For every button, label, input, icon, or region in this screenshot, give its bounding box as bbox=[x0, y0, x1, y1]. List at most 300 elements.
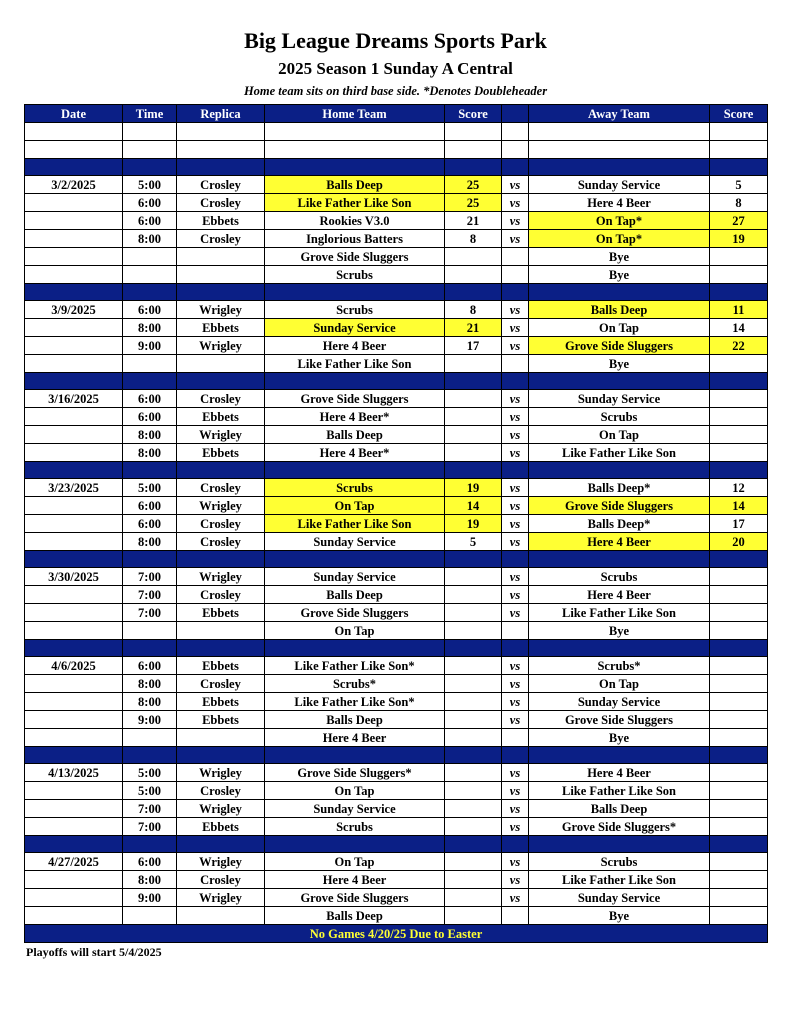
game-time bbox=[123, 248, 177, 266]
away-score bbox=[710, 818, 768, 836]
home-score bbox=[445, 675, 502, 693]
game-row bbox=[25, 711, 768, 729]
game-date bbox=[25, 782, 123, 800]
home-score bbox=[445, 408, 502, 426]
game-time: 6:00 bbox=[123, 497, 177, 515]
easter-notice: No Games 4/20/25 Due to Easter bbox=[25, 925, 768, 943]
away-team: Here 4 Beer bbox=[529, 194, 710, 212]
game-replica: Wrigley bbox=[177, 889, 265, 907]
game-row bbox=[25, 176, 768, 194]
separator-cell bbox=[123, 284, 177, 301]
game-replica: Crosley bbox=[177, 586, 265, 604]
home-score bbox=[445, 907, 502, 925]
separator-cell bbox=[25, 373, 123, 390]
vs-label: vs bbox=[502, 319, 529, 337]
away-team: Balls Deep* bbox=[529, 515, 710, 533]
separator-cell bbox=[265, 462, 445, 479]
vs-label bbox=[502, 729, 529, 747]
game-date: 3/9/2025 bbox=[25, 301, 123, 319]
separator-cell bbox=[529, 747, 710, 764]
away-score bbox=[710, 871, 768, 889]
separator-cell bbox=[710, 551, 768, 568]
home-team: Scrubs* bbox=[265, 675, 445, 693]
game-time: 8:00 bbox=[123, 230, 177, 248]
game-replica: Crosley bbox=[177, 390, 265, 408]
game-time bbox=[123, 907, 177, 925]
away-score bbox=[710, 622, 768, 640]
week-separator bbox=[25, 159, 768, 176]
away-score bbox=[710, 889, 768, 907]
game-replica: Ebbets bbox=[177, 818, 265, 836]
game-row bbox=[25, 657, 768, 675]
game-time: 6:00 bbox=[123, 194, 177, 212]
home-team: Like Father Like Son* bbox=[265, 657, 445, 675]
separator-cell bbox=[25, 284, 123, 301]
vs-label: vs bbox=[502, 871, 529, 889]
home-score bbox=[445, 568, 502, 586]
game-time: 5:00 bbox=[123, 176, 177, 194]
separator-cell bbox=[25, 836, 123, 853]
away-team: Like Father Like Son bbox=[529, 604, 710, 622]
vs-label: vs bbox=[502, 782, 529, 800]
game-time: 6:00 bbox=[123, 408, 177, 426]
home-score: 5 bbox=[445, 533, 502, 551]
home-team: Balls Deep bbox=[265, 176, 445, 194]
away-score bbox=[710, 800, 768, 818]
game-date: 4/27/2025 bbox=[25, 853, 123, 871]
separator-cell bbox=[123, 836, 177, 853]
away-team: Here 4 Beer bbox=[529, 764, 710, 782]
home-score: 14 bbox=[445, 497, 502, 515]
away-score bbox=[710, 711, 768, 729]
game-replica: Wrigley bbox=[177, 568, 265, 586]
separator-cell bbox=[177, 159, 265, 176]
separator-cell bbox=[710, 284, 768, 301]
game-replica: Crosley bbox=[177, 782, 265, 800]
game-replica: Crosley bbox=[177, 479, 265, 497]
empty-cell bbox=[445, 141, 502, 159]
game-time: 7:00 bbox=[123, 818, 177, 836]
game-date bbox=[25, 871, 123, 889]
separator-cell bbox=[265, 373, 445, 390]
game-date bbox=[25, 355, 123, 373]
away-team: On Tap bbox=[529, 426, 710, 444]
game-time: 6:00 bbox=[123, 657, 177, 675]
game-time: 8:00 bbox=[123, 693, 177, 711]
page-subtitle: 2025 Season 1 Sunday A Central bbox=[278, 59, 513, 78]
blank-row bbox=[25, 123, 768, 141]
home-team: Sunday Service bbox=[265, 319, 445, 337]
separator-cell bbox=[445, 551, 502, 568]
separator-cell bbox=[529, 284, 710, 301]
separator-cell bbox=[123, 462, 177, 479]
separator-cell bbox=[177, 640, 265, 657]
separator-cell bbox=[177, 836, 265, 853]
home-team: Balls Deep bbox=[265, 426, 445, 444]
home-score: 8 bbox=[445, 230, 502, 248]
vs-label: vs bbox=[502, 818, 529, 836]
away-team: Scrubs bbox=[529, 853, 710, 871]
separator-cell bbox=[445, 462, 502, 479]
vs-label bbox=[502, 355, 529, 373]
away-score: 8 bbox=[710, 194, 768, 212]
home-score: 25 bbox=[445, 176, 502, 194]
game-date: 3/16/2025 bbox=[25, 390, 123, 408]
separator-cell bbox=[529, 551, 710, 568]
separator-cell bbox=[177, 551, 265, 568]
away-score bbox=[710, 266, 768, 284]
game-date bbox=[25, 818, 123, 836]
separator-cell bbox=[265, 551, 445, 568]
empty-cell bbox=[710, 123, 768, 141]
schedule-table bbox=[24, 104, 768, 943]
away-team: Grove Side Sluggers bbox=[529, 497, 710, 515]
separator-cell bbox=[445, 747, 502, 764]
vs-label: vs bbox=[502, 497, 529, 515]
empty-cell bbox=[265, 141, 445, 159]
col-home-team: Home Team bbox=[265, 105, 445, 123]
vs-label bbox=[502, 266, 529, 284]
game-time bbox=[123, 266, 177, 284]
game-time: 6:00 bbox=[123, 212, 177, 230]
separator-cell bbox=[529, 640, 710, 657]
away-score bbox=[710, 248, 768, 266]
away-team: Sunday Service bbox=[529, 176, 710, 194]
home-score: 21 bbox=[445, 212, 502, 230]
game-time: 5:00 bbox=[123, 782, 177, 800]
home-score: 17 bbox=[445, 337, 502, 355]
game-row bbox=[25, 248, 768, 266]
home-score bbox=[445, 711, 502, 729]
page-note: Home team sits on third base side. *Denotes Doubleheader bbox=[243, 84, 548, 98]
game-row bbox=[25, 408, 768, 426]
away-team: Grove Side Sluggers bbox=[529, 711, 710, 729]
game-replica: Ebbets bbox=[177, 657, 265, 675]
away-score: 5 bbox=[710, 176, 768, 194]
game-row bbox=[25, 355, 768, 373]
separator-cell bbox=[445, 284, 502, 301]
separator-cell bbox=[25, 640, 123, 657]
game-time: 9:00 bbox=[123, 711, 177, 729]
vs-label: vs bbox=[502, 515, 529, 533]
playoffs-note: Playoffs will start 5/4/2025 bbox=[26, 945, 162, 959]
home-team: Scrubs bbox=[265, 301, 445, 319]
home-team: Here 4 Beer bbox=[265, 337, 445, 355]
away-score: 11 bbox=[710, 301, 768, 319]
week-separator bbox=[25, 640, 768, 657]
home-score bbox=[445, 800, 502, 818]
game-replica: Ebbets bbox=[177, 693, 265, 711]
game-date bbox=[25, 693, 123, 711]
home-score bbox=[445, 818, 502, 836]
vs-label: vs bbox=[502, 533, 529, 551]
home-score bbox=[445, 693, 502, 711]
game-replica: Crosley bbox=[177, 194, 265, 212]
vs-label: vs bbox=[502, 337, 529, 355]
home-team: Inglorious Batters bbox=[265, 230, 445, 248]
game-date bbox=[25, 711, 123, 729]
game-date: 3/2/2025 bbox=[25, 176, 123, 194]
game-time: 8:00 bbox=[123, 319, 177, 337]
week-separator bbox=[25, 284, 768, 301]
empty-cell bbox=[177, 123, 265, 141]
separator-cell bbox=[177, 284, 265, 301]
game-replica: Wrigley bbox=[177, 800, 265, 818]
game-time: 6:00 bbox=[123, 853, 177, 871]
away-team: On Tap* bbox=[529, 212, 710, 230]
away-score bbox=[710, 444, 768, 462]
away-team: Balls Deep bbox=[529, 301, 710, 319]
empty-cell bbox=[123, 123, 177, 141]
separator-cell bbox=[177, 373, 265, 390]
game-replica: Crosley bbox=[177, 515, 265, 533]
away-score bbox=[710, 657, 768, 675]
separator-cell bbox=[265, 640, 445, 657]
away-score bbox=[710, 729, 768, 747]
empty-cell bbox=[529, 141, 710, 159]
game-replica: Ebbets bbox=[177, 444, 265, 462]
home-team: Like Father Like Son bbox=[265, 194, 445, 212]
home-score: 19 bbox=[445, 479, 502, 497]
separator-cell bbox=[502, 640, 529, 657]
home-team: On Tap bbox=[265, 853, 445, 871]
game-replica: Ebbets bbox=[177, 319, 265, 337]
game-date: 3/23/2025 bbox=[25, 479, 123, 497]
home-team: Grove Side Sluggers bbox=[265, 390, 445, 408]
home-team: Scrubs bbox=[265, 266, 445, 284]
separator-cell bbox=[502, 159, 529, 176]
separator-cell bbox=[529, 159, 710, 176]
home-team: Balls Deep bbox=[265, 586, 445, 604]
away-score bbox=[710, 586, 768, 604]
game-time bbox=[123, 622, 177, 640]
home-team: Grove Side Sluggers bbox=[265, 604, 445, 622]
away-score bbox=[710, 568, 768, 586]
separator-cell bbox=[529, 373, 710, 390]
game-date bbox=[25, 194, 123, 212]
away-score bbox=[710, 355, 768, 373]
col-home-score: Score bbox=[445, 105, 502, 123]
game-replica: Ebbets bbox=[177, 408, 265, 426]
game-row bbox=[25, 604, 768, 622]
game-row bbox=[25, 426, 768, 444]
game-date bbox=[25, 729, 123, 747]
separator-cell bbox=[710, 462, 768, 479]
separator-cell bbox=[445, 640, 502, 657]
schedule-body bbox=[25, 123, 768, 943]
away-team: Here 4 Beer bbox=[529, 533, 710, 551]
game-row bbox=[25, 497, 768, 515]
game-row bbox=[25, 907, 768, 925]
home-team: Here 4 Beer* bbox=[265, 408, 445, 426]
home-team: Balls Deep bbox=[265, 711, 445, 729]
home-team: Sunday Service bbox=[265, 568, 445, 586]
home-score: 19 bbox=[445, 515, 502, 533]
game-row bbox=[25, 782, 768, 800]
col-date: Date bbox=[25, 105, 123, 123]
home-score bbox=[445, 782, 502, 800]
game-row bbox=[25, 622, 768, 640]
footer-row bbox=[25, 925, 768, 943]
game-replica: Ebbets bbox=[177, 604, 265, 622]
col-vs bbox=[502, 105, 529, 123]
separator-cell bbox=[502, 836, 529, 853]
game-date bbox=[25, 586, 123, 604]
game-time: 8:00 bbox=[123, 675, 177, 693]
vs-label: vs bbox=[502, 764, 529, 782]
game-date bbox=[25, 408, 123, 426]
away-score: 27 bbox=[710, 212, 768, 230]
empty-cell bbox=[123, 141, 177, 159]
separator-cell bbox=[25, 462, 123, 479]
home-team: Here 4 Beer bbox=[265, 871, 445, 889]
vs-label: vs bbox=[502, 657, 529, 675]
game-time: 7:00 bbox=[123, 604, 177, 622]
game-time: 7:00 bbox=[123, 568, 177, 586]
home-team: Grove Side Sluggers bbox=[265, 889, 445, 907]
game-date bbox=[25, 622, 123, 640]
game-time: 6:00 bbox=[123, 301, 177, 319]
away-team: On Tap bbox=[529, 319, 710, 337]
game-replica: Ebbets bbox=[177, 711, 265, 729]
away-score bbox=[710, 426, 768, 444]
away-score: 22 bbox=[710, 337, 768, 355]
vs-label: vs bbox=[502, 675, 529, 693]
separator-cell bbox=[502, 462, 529, 479]
home-score bbox=[445, 729, 502, 747]
game-replica: Ebbets bbox=[177, 212, 265, 230]
col-time: Time bbox=[123, 105, 177, 123]
home-score bbox=[445, 266, 502, 284]
game-date: 4/6/2025 bbox=[25, 657, 123, 675]
away-team: On Tap bbox=[529, 675, 710, 693]
away-team: Sunday Service bbox=[529, 693, 710, 711]
week-separator bbox=[25, 373, 768, 390]
vs-label bbox=[502, 622, 529, 640]
vs-label: vs bbox=[502, 301, 529, 319]
separator-cell bbox=[445, 373, 502, 390]
game-row bbox=[25, 586, 768, 604]
game-date bbox=[25, 907, 123, 925]
away-score: 19 bbox=[710, 230, 768, 248]
home-score bbox=[445, 622, 502, 640]
home-team: Scrubs bbox=[265, 479, 445, 497]
separator-cell bbox=[710, 747, 768, 764]
separator-cell bbox=[265, 284, 445, 301]
home-score bbox=[445, 853, 502, 871]
separator-cell bbox=[25, 159, 123, 176]
home-score: 21 bbox=[445, 319, 502, 337]
away-score bbox=[710, 675, 768, 693]
game-row bbox=[25, 515, 768, 533]
game-replica: Crosley bbox=[177, 533, 265, 551]
game-date bbox=[25, 497, 123, 515]
game-replica: Wrigley bbox=[177, 337, 265, 355]
separator-cell bbox=[123, 373, 177, 390]
week-separator bbox=[25, 462, 768, 479]
game-time: 6:00 bbox=[123, 515, 177, 533]
home-team: Like Father Like Son bbox=[265, 515, 445, 533]
col-away-score: Score bbox=[710, 105, 768, 123]
game-row bbox=[25, 800, 768, 818]
game-time: 7:00 bbox=[123, 586, 177, 604]
away-team: Like Father Like Son bbox=[529, 782, 710, 800]
home-score: 25 bbox=[445, 194, 502, 212]
game-date bbox=[25, 800, 123, 818]
separator-cell bbox=[265, 836, 445, 853]
home-score bbox=[445, 604, 502, 622]
separator-cell bbox=[502, 373, 529, 390]
vs-label: vs bbox=[502, 693, 529, 711]
game-time: 7:00 bbox=[123, 800, 177, 818]
home-team: On Tap bbox=[265, 622, 445, 640]
game-date bbox=[25, 533, 123, 551]
empty-cell bbox=[710, 141, 768, 159]
separator-cell bbox=[710, 836, 768, 853]
vs-label: vs bbox=[502, 230, 529, 248]
game-row bbox=[25, 889, 768, 907]
separator-cell bbox=[529, 462, 710, 479]
game-date bbox=[25, 604, 123, 622]
separator-cell bbox=[177, 462, 265, 479]
empty-cell bbox=[502, 123, 529, 141]
separator-cell bbox=[123, 159, 177, 176]
separator-cell bbox=[123, 551, 177, 568]
vs-label: vs bbox=[502, 479, 529, 497]
away-team: Sunday Service bbox=[529, 390, 710, 408]
separator-cell bbox=[502, 551, 529, 568]
separator-cell bbox=[502, 747, 529, 764]
separator-cell bbox=[123, 747, 177, 764]
away-score: 14 bbox=[710, 497, 768, 515]
away-team: Sunday Service bbox=[529, 889, 710, 907]
game-row bbox=[25, 444, 768, 462]
game-time: 8:00 bbox=[123, 444, 177, 462]
away-team: Bye bbox=[529, 248, 710, 266]
vs-label: vs bbox=[502, 212, 529, 230]
separator-cell bbox=[502, 284, 529, 301]
home-team: Grove Side Sluggers bbox=[265, 248, 445, 266]
away-team: Like Father Like Son bbox=[529, 871, 710, 889]
away-team: Grove Side Sluggers bbox=[529, 337, 710, 355]
separator-cell bbox=[710, 159, 768, 176]
vs-label: vs bbox=[502, 586, 529, 604]
home-team: Scrubs bbox=[265, 818, 445, 836]
game-row bbox=[25, 853, 768, 871]
game-time: 8:00 bbox=[123, 426, 177, 444]
vs-label: vs bbox=[502, 176, 529, 194]
away-team: Scrubs* bbox=[529, 657, 710, 675]
game-row bbox=[25, 266, 768, 284]
home-team: Sunday Service bbox=[265, 533, 445, 551]
col-replica: Replica bbox=[177, 105, 265, 123]
home-score bbox=[445, 889, 502, 907]
away-score bbox=[710, 764, 768, 782]
game-replica bbox=[177, 729, 265, 747]
game-time: 5:00 bbox=[123, 764, 177, 782]
game-time: 9:00 bbox=[123, 889, 177, 907]
home-score bbox=[445, 248, 502, 266]
separator-cell bbox=[265, 747, 445, 764]
vs-label: vs bbox=[502, 853, 529, 871]
separator-cell bbox=[177, 747, 265, 764]
away-score: 12 bbox=[710, 479, 768, 497]
away-score bbox=[710, 408, 768, 426]
empty-cell bbox=[502, 141, 529, 159]
game-date bbox=[25, 230, 123, 248]
away-score: 20 bbox=[710, 533, 768, 551]
game-date bbox=[25, 212, 123, 230]
